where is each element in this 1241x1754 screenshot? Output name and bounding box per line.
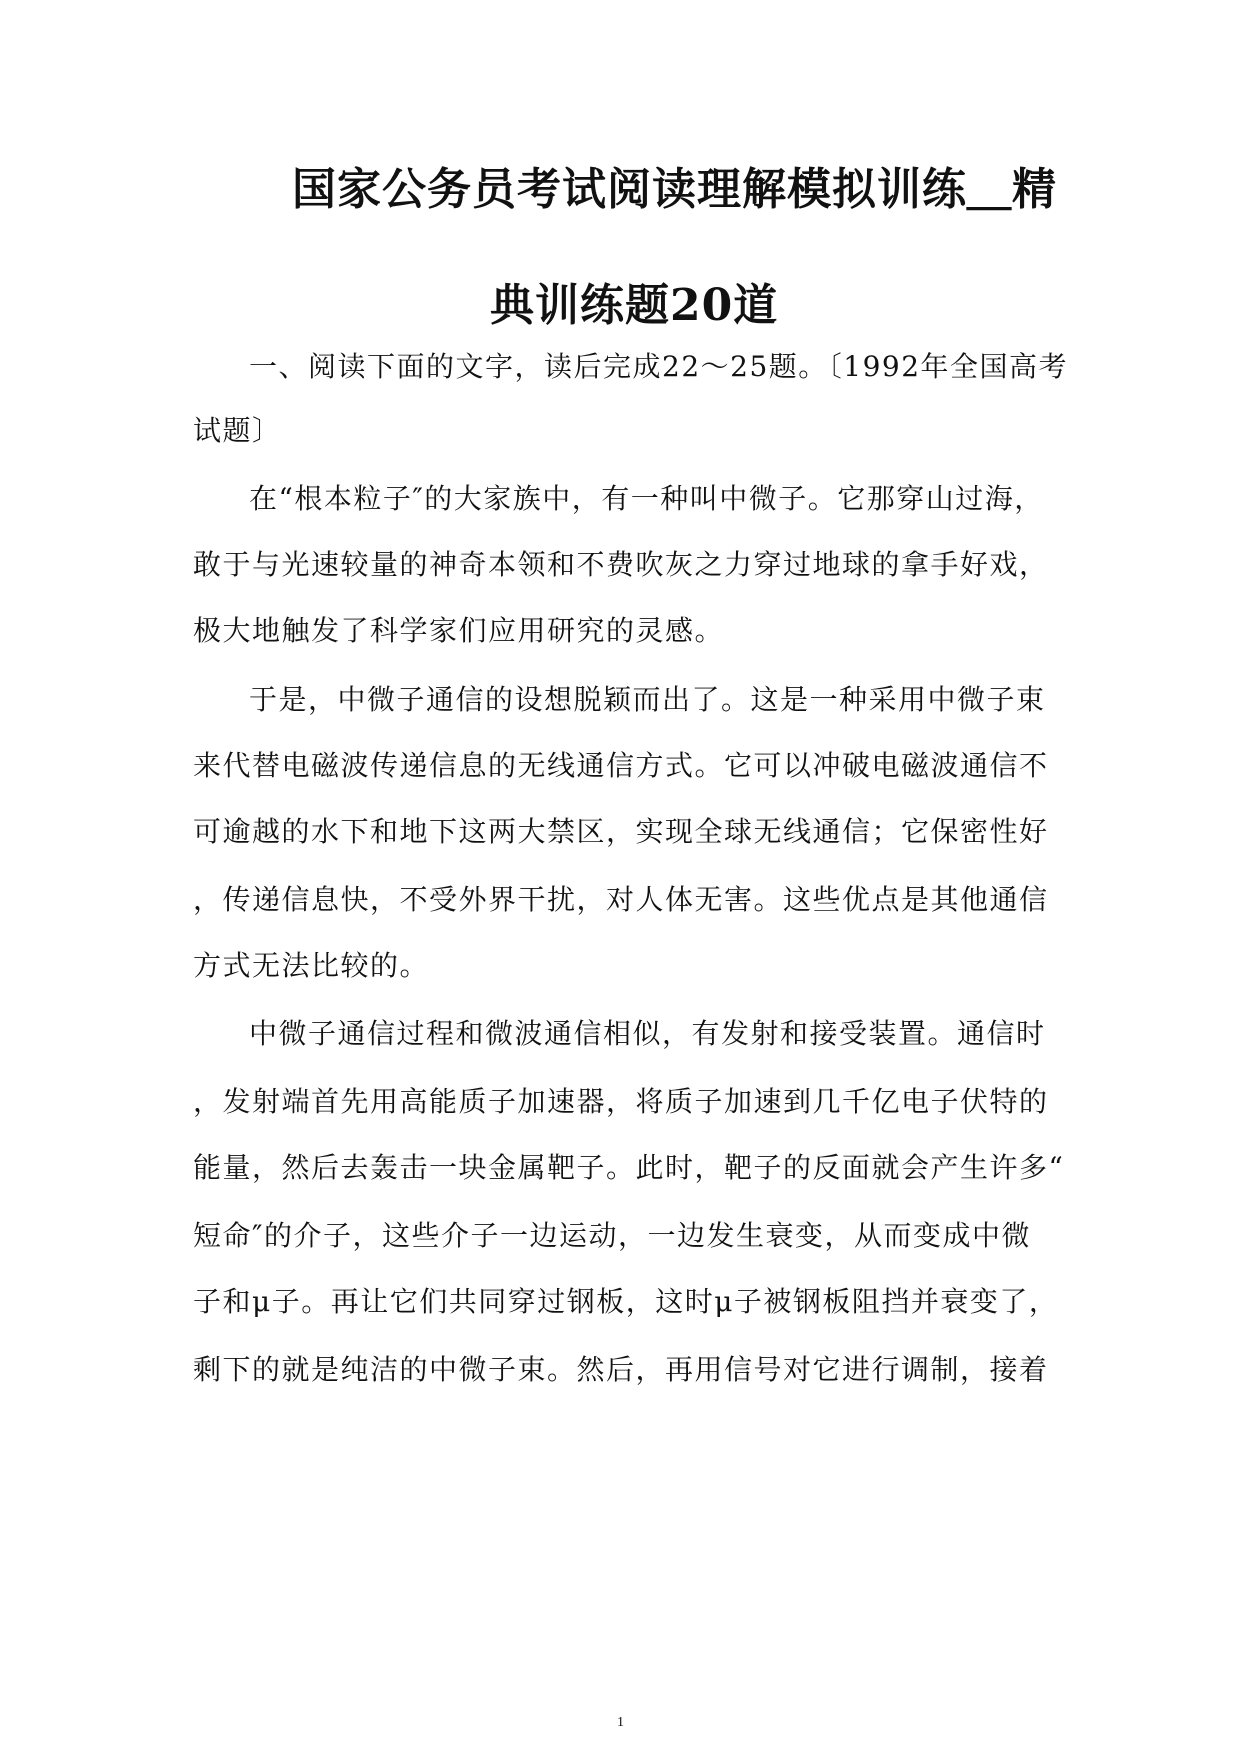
- paragraph-4-line-3: 能量，然后去轰击一块金属靶子。此时，靶子的反面就会产生许多“: [193, 1151, 1065, 1184]
- paragraph-2-line-3: 极大地触发了科学家们应用研究的灵感。: [193, 614, 725, 647]
- page-title-line-2: 典训练题20道: [490, 280, 779, 331]
- paragraph-3-line-1: 于是，中微子通信的设想脱颖而出了。这是一种采用中微子束: [249, 683, 1046, 716]
- paragraph-1-line-1: 一、阅读下面的文字，读后完成22～25题。〔1992年全国高考: [249, 350, 1069, 383]
- paragraph-3-line-4: ，传递信息快，不受外界干扰，对人体无害。这些优点是其他通信: [193, 883, 1049, 916]
- paragraph-2-line-1: 在“根本粒子″的大家族中，有一种叫中微子。它那穿山过海，: [249, 482, 1044, 515]
- page-number: 1: [617, 1715, 624, 1730]
- paragraph-4-line-5: 子和μ子。再让它们共同穿过钢板，这时μ子被钢板阻挡并衰变了，: [193, 1285, 1059, 1318]
- paragraph-4-line-2: ，发射端首先用高能质子加速器，将质子加速到几千亿电子伏特的: [193, 1085, 1049, 1118]
- paragraph-4-line-6: 剩下的就是纯洁的中微子束。然后，再用信号对它进行调制，接着: [193, 1353, 1049, 1386]
- paragraph-3-line-3: 可逾越的水下和地下这两大禁区，实现全球无线通信；它保密性好: [193, 815, 1049, 848]
- paragraph-3-line-2: 来代替电磁波传递信息的无线通信方式。它可以冲破电磁波通信不: [193, 749, 1049, 782]
- paragraph-1-line-2: 试题〕: [193, 414, 282, 447]
- page-title-line-1: 国家公务员考试阅读理解模拟训练＿精: [292, 164, 1057, 215]
- paragraph-2-line-2: 敢于与光速较量的神奇本领和不费吹灰之力穿过地球的拿手好戏，: [193, 548, 1049, 581]
- paragraph-4-line-4: 短命″的介子，这些介子一边运动，一边发生衰变，从而变成中微: [193, 1219, 1031, 1252]
- paragraph-4-line-1: 中微子通信过程和微波通信相似，有发射和接受装置。通信时: [249, 1017, 1046, 1050]
- paragraph-3-line-5: 方式无法比较的。: [193, 949, 430, 982]
